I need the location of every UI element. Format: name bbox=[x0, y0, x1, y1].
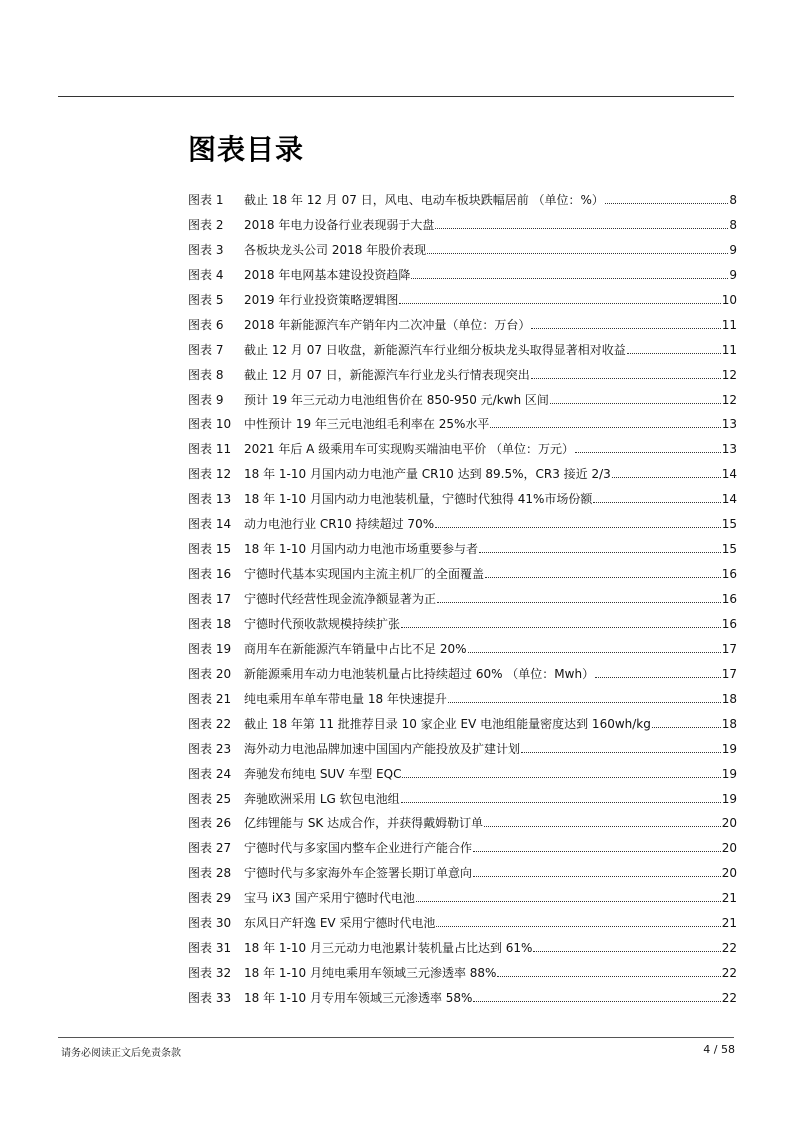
toc-entry-leader bbox=[531, 328, 720, 329]
toc-entry-label: 图表 2 bbox=[188, 217, 224, 232]
page-title: 图表目录 bbox=[188, 133, 305, 166]
toc-entry-label: 图表 31 bbox=[188, 941, 232, 956]
toc-entry-title: 东风日产轩逸 EV 采用宁德时代电池 bbox=[244, 916, 436, 931]
toc-entry-label: 图表 18 bbox=[188, 616, 232, 631]
toc-entry-title: 各板块龙头公司 2018 年股价表现 bbox=[244, 242, 427, 257]
toc-entry-leader bbox=[652, 727, 721, 728]
toc-entry-leader bbox=[435, 228, 728, 229]
toc-entry-page: 17 bbox=[721, 641, 737, 656]
toc-entry-title: 截止 12 月 07 日收盘，新能源汽车行业细分板块龙头取得显著相对收益 bbox=[244, 342, 626, 357]
toc-entry-leader bbox=[484, 826, 721, 827]
toc-entry-leader bbox=[605, 203, 728, 204]
toc-entry[interactable] bbox=[188, 986, 737, 1011]
header-rule bbox=[58, 96, 734, 97]
toc-entry[interactable] bbox=[188, 487, 737, 512]
toc-entry-leader bbox=[593, 502, 720, 503]
toc-entry[interactable] bbox=[188, 388, 737, 413]
toc-entry[interactable] bbox=[188, 662, 737, 687]
toc-entry-page: 11 bbox=[721, 342, 737, 357]
toc-entry-title: 宁德时代经营性现金流净额显著为正 bbox=[244, 592, 437, 606]
toc-entry[interactable] bbox=[188, 338, 737, 363]
toc-entry-page: 18 bbox=[721, 691, 737, 706]
toc-entry-leader bbox=[627, 353, 721, 354]
toc-entry-title: 2019 年行业投资策略逻辑图 bbox=[244, 292, 399, 307]
toc-entry-title: 动力电池行业 CR10 持续超过 70% bbox=[244, 517, 435, 532]
toc-entry-title: 截止 18 年 12 月 07 日，风电、电动车板块跌幅居前 （单位：%） bbox=[244, 193, 604, 207]
footer-disclaimer: 请务必阅读正文后免责条款 bbox=[61, 1048, 181, 1059]
toc-entry-label: 图表 22 bbox=[188, 716, 232, 731]
toc-entry[interactable] bbox=[188, 313, 737, 338]
toc-entry-page: 10 bbox=[721, 292, 737, 307]
toc-entry-leader bbox=[521, 752, 721, 753]
toc-entry[interactable] bbox=[188, 961, 737, 986]
toc-entry-page: 13 bbox=[721, 417, 737, 432]
toc-entry-label: 图表 14 bbox=[188, 517, 232, 532]
toc-entry-page: 21 bbox=[721, 916, 737, 931]
toc-entry-label: 图表 26 bbox=[188, 816, 232, 831]
toc-entry-leader bbox=[473, 1001, 720, 1002]
toc-entry-page: 22 bbox=[721, 991, 737, 1005]
toc-entry[interactable] bbox=[188, 861, 737, 886]
toc-entry-leader bbox=[399, 303, 720, 304]
toc-entry-label: 图表 12 bbox=[188, 467, 232, 482]
toc-entry-title: 18 年 1-10 月专用车领域三元渗透率 58% bbox=[244, 991, 473, 1005]
toc-entry-leader bbox=[612, 477, 721, 478]
toc-entry-title: 18 年 1-10 月纯电乘用车领域三元渗透率 88% bbox=[244, 966, 497, 981]
toc-entry-label: 图表 30 bbox=[188, 916, 232, 931]
toc-entry-label: 图表 11 bbox=[188, 442, 232, 457]
toc-entry-page: 19 bbox=[721, 741, 737, 756]
toc-entry-label: 图表 20 bbox=[188, 666, 232, 681]
toc-entry[interactable] bbox=[188, 787, 737, 812]
toc-entry-page: 9 bbox=[729, 242, 737, 257]
toc-entry[interactable] bbox=[188, 687, 737, 712]
toc-entry[interactable] bbox=[188, 188, 737, 213]
toc-entry-leader bbox=[479, 552, 721, 553]
toc-entry-page: 12 bbox=[721, 392, 737, 407]
toc-entry[interactable] bbox=[188, 238, 737, 263]
toc-entry-title: 2021 年后 A 级乘用车可实现购买端油电平价 （单位：万元） bbox=[244, 442, 575, 457]
toc-entry-title: 新能源乘用车动力电池装机量占比持续超过 60% （单位：Mwh） bbox=[244, 666, 595, 681]
toc-entry-label: 图表 23 bbox=[188, 741, 232, 756]
toc-entry-title: 2018 年电网基本建设投资趋降 bbox=[244, 267, 411, 282]
toc-entry-leader bbox=[575, 452, 721, 453]
toc-entry-leader bbox=[401, 802, 721, 803]
toc-entry-title: 中性预计 19 年三元电池组毛利率在 25%水平 bbox=[244, 417, 490, 432]
footer-page-number: 4 / 58 bbox=[703, 1043, 735, 1056]
toc-entry[interactable] bbox=[188, 762, 737, 787]
toc-entry[interactable] bbox=[188, 612, 737, 637]
toc-entry-title: 截止 12 月 07 日，新能源汽车行业龙头行情表现突出 bbox=[244, 367, 530, 382]
toc-entry-title: 宁德时代与多家海外车企签署长期订单意向 bbox=[244, 866, 473, 881]
toc-entry[interactable] bbox=[188, 836, 737, 861]
toc-entry-page: 22 bbox=[721, 966, 737, 981]
toc-entry-label: 图表 32 bbox=[188, 966, 232, 981]
toc-entry-title: 商用车在新能源汽车销量中占比不足 20% bbox=[244, 641, 467, 656]
toc-entry-title: 宁德时代基本实现国内主流主机厂的全面覆盖 bbox=[244, 567, 485, 582]
toc-entry-title: 海外动力电池品牌加速中国国内产能投放及扩建计划 bbox=[244, 741, 521, 756]
footer-rule bbox=[58, 1037, 734, 1038]
toc-entry-title: 宁德时代预收款规模持续扩张 bbox=[244, 616, 401, 631]
toc-entry-title: 截止 18 年第 11 批推荐目录 10 家企业 EV 电池组能量密度达到 160wh/kg bbox=[244, 716, 651, 731]
toc-entry-page: 15 bbox=[721, 517, 737, 532]
toc-entry-label: 图表 33 bbox=[188, 991, 232, 1005]
toc-entry-leader bbox=[411, 278, 728, 279]
toc-entry-leader bbox=[595, 677, 721, 678]
toc-entry-page: 20 bbox=[721, 841, 737, 856]
toc-entry[interactable] bbox=[188, 462, 737, 487]
toc-entry-leader bbox=[550, 403, 721, 404]
toc-entry-page: 20 bbox=[721, 866, 737, 881]
toc-entry-leader bbox=[436, 926, 720, 927]
toc-entry-title: 2018 年新能源汽车产销年内二次冲量（单位：万台） bbox=[244, 317, 531, 332]
toc-entry[interactable] bbox=[188, 886, 737, 911]
toc-entry[interactable] bbox=[188, 213, 737, 238]
toc-entry-page: 8 bbox=[729, 193, 737, 207]
toc-entry-label: 图表 13 bbox=[188, 492, 232, 507]
toc-entry-title: 18 年 1-10 月国内动力电池装机量，宁德时代独得 41%市场份额 bbox=[244, 492, 593, 507]
toc-entry[interactable] bbox=[188, 363, 737, 388]
toc-entry-title: 18 年 1-10 月国内动力电池市场重要参与者 bbox=[244, 542, 478, 557]
toc-entry[interactable] bbox=[188, 512, 737, 537]
toc-entry[interactable] bbox=[188, 263, 737, 288]
toc-entry-page: 15 bbox=[721, 542, 737, 557]
toc-entry-title: 18 年 1-10 月国内动力电池产量 CR10 达到 89.5%，CR3 接近 2/3 bbox=[244, 467, 611, 482]
toc-entry-leader bbox=[485, 577, 721, 578]
toc-entry-label: 图表 3 bbox=[188, 242, 224, 257]
toc-entry-leader bbox=[533, 951, 720, 952]
toc-entry-page: 16 bbox=[721, 592, 737, 606]
toc-entry-title: 18 年 1-10 月三元动力电池累计装机量占比达到 61% bbox=[244, 941, 533, 956]
toc-entry-page: 16 bbox=[721, 616, 737, 631]
toc-entry-label: 图表 17 bbox=[188, 592, 232, 606]
toc-entry-page: 8 bbox=[729, 217, 737, 232]
toc-entry-leader bbox=[437, 602, 721, 603]
toc-entry[interactable] bbox=[188, 737, 737, 762]
toc-entry-leader bbox=[448, 702, 721, 703]
toc-entry-leader bbox=[473, 876, 721, 877]
toc-entry[interactable] bbox=[188, 936, 737, 961]
toc-entry[interactable] bbox=[188, 712, 737, 737]
toc-entry-label: 图表 9 bbox=[188, 392, 224, 407]
toc-entry-page: 16 bbox=[721, 567, 737, 582]
toc-entry-label: 图表 5 bbox=[188, 292, 224, 307]
toc-entry-title: 预计 19 年三元动力电池组售价在 850-950 元/kwh 区间 bbox=[244, 392, 549, 407]
toc-entry-title: 2018 年电力设备行业表现弱于大盘 bbox=[244, 217, 435, 232]
toc-entry-title: 宝马 iX3 国产采用宁德时代电池 bbox=[244, 891, 415, 906]
toc-entry[interactable] bbox=[188, 587, 737, 612]
table-of-figures bbox=[188, 188, 737, 1011]
toc-entry-page: 20 bbox=[721, 816, 737, 831]
toc-entry-page: 13 bbox=[721, 442, 737, 457]
toc-entry-label: 图表 28 bbox=[188, 866, 232, 881]
toc-entry-leader bbox=[435, 527, 721, 528]
toc-entry-page: 11 bbox=[721, 317, 737, 332]
toc-entry-title: 奔驰欧洲采用 LG 软包电池组 bbox=[244, 791, 400, 806]
toc-entry-page: 22 bbox=[721, 941, 737, 956]
toc-entry-label: 图表 25 bbox=[188, 791, 232, 806]
toc-entry-leader bbox=[416, 901, 721, 902]
toc-entry[interactable] bbox=[188, 911, 737, 936]
toc-entry-label: 图表 8 bbox=[188, 367, 224, 382]
toc-entry-label: 图表 21 bbox=[188, 691, 232, 706]
toc-entry-label: 图表 7 bbox=[188, 342, 224, 357]
toc-entry-page: 19 bbox=[721, 791, 737, 806]
toc-entry-label: 图表 16 bbox=[188, 567, 232, 582]
toc-entry-page: 14 bbox=[721, 467, 737, 482]
toc-entry-page: 21 bbox=[721, 891, 737, 906]
toc-entry-label: 图表 19 bbox=[188, 641, 232, 656]
toc-entry-page: 12 bbox=[721, 367, 737, 382]
toc-entry-page: 18 bbox=[721, 716, 737, 731]
toc-entry-leader bbox=[473, 851, 721, 852]
toc-entry[interactable] bbox=[188, 412, 737, 437]
toc-entry-page: 17 bbox=[721, 666, 737, 681]
toc-entry-leader bbox=[468, 652, 721, 653]
toc-entry-label: 图表 29 bbox=[188, 891, 232, 906]
toc-entry[interactable] bbox=[188, 537, 737, 562]
toc-entry-leader bbox=[402, 777, 720, 778]
toc-entry-title: 宁德时代与多家国内整车企业进行产能合作 bbox=[244, 841, 473, 856]
toc-entry[interactable] bbox=[188, 288, 737, 313]
toc-entry-leader bbox=[531, 378, 721, 379]
toc-entry-label: 图表 27 bbox=[188, 841, 232, 856]
toc-entry-leader bbox=[490, 427, 720, 428]
toc-entry-leader bbox=[497, 976, 720, 977]
toc-entry-title: 亿纬锂能与 SK 达成合作，并获得戴姆勒订单 bbox=[244, 816, 484, 831]
toc-entry-title: 奔驰发布纯电 SUV 车型 EQC bbox=[244, 766, 402, 781]
toc-entry-label: 图表 24 bbox=[188, 766, 232, 781]
toc-entry-label: 图表 15 bbox=[188, 542, 232, 557]
toc-entry-page: 19 bbox=[721, 766, 737, 781]
toc-entry[interactable] bbox=[188, 437, 737, 462]
toc-entry-leader bbox=[401, 627, 721, 628]
toc-entry-page: 14 bbox=[721, 492, 737, 507]
toc-entry-label: 图表 10 bbox=[188, 417, 232, 432]
toc-entry[interactable] bbox=[188, 811, 737, 836]
toc-entry-page: 9 bbox=[729, 267, 737, 282]
toc-entry-leader bbox=[427, 253, 728, 254]
toc-entry[interactable] bbox=[188, 637, 737, 662]
toc-entry-label: 图表 4 bbox=[188, 267, 224, 282]
toc-entry-label: 图表 6 bbox=[188, 317, 224, 332]
toc-entry[interactable] bbox=[188, 562, 737, 587]
toc-entry-title: 纯电乘用车单车带电量 18 年快速提升 bbox=[244, 691, 447, 706]
toc-entry-label: 图表 1 bbox=[188, 193, 224, 207]
